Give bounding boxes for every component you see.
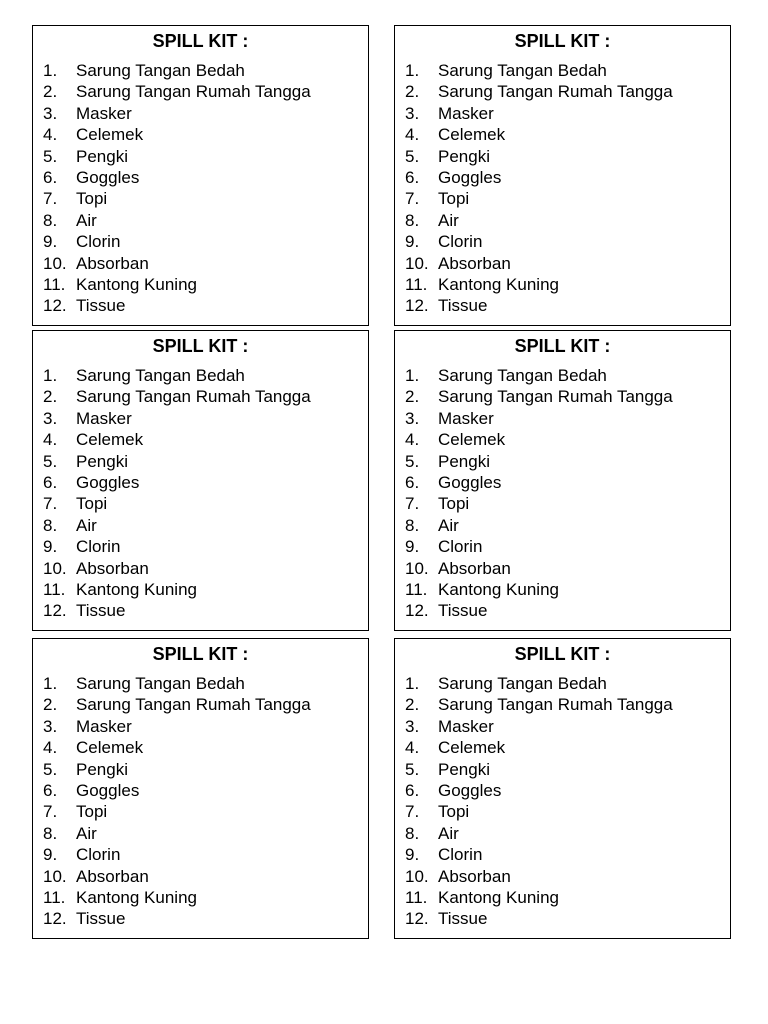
item-number: 7. (43, 494, 58, 514)
item-label: Pengki (438, 451, 490, 471)
card-title: SPILL KIT : (152, 644, 249, 664)
item-label: Air (76, 823, 97, 843)
list-item (395, 124, 730, 145)
list-item (33, 866, 368, 887)
list-item (395, 823, 730, 844)
item-number: 11. (43, 887, 66, 907)
item-label: Sarung Tangan Rumah Tangga (438, 82, 673, 102)
list-item (33, 558, 368, 579)
item-label: Clorin (438, 232, 483, 252)
item-number: 2. (405, 82, 420, 102)
item-label: Kantong Kuning (438, 579, 559, 599)
item-label: Sarung Tangan Rumah Tangga (76, 82, 311, 102)
item-number: 7. (405, 802, 420, 822)
item-number: 10. (43, 866, 67, 886)
item-label: Air (76, 515, 97, 535)
item-label: Celemek (76, 738, 144, 758)
item-label: Goggles (438, 167, 502, 187)
list-item (33, 887, 368, 908)
item-number: 5. (43, 146, 58, 166)
spill-kit-card (32, 638, 369, 939)
item-number: 4. (405, 125, 420, 145)
spill-kit-card (32, 330, 369, 631)
list-item (33, 536, 368, 557)
list-item (33, 386, 368, 407)
item-label: Goggles (76, 780, 140, 800)
item-number: 4. (43, 738, 58, 758)
item-label: Absorban (76, 253, 149, 273)
item-number: 7. (405, 189, 420, 209)
item-number: 9. (405, 845, 420, 865)
item-number: 5. (405, 759, 420, 779)
item-number: 4. (405, 738, 420, 758)
card-title: SPILL KIT : (152, 31, 249, 51)
item-label: Celemek (76, 125, 144, 145)
list-item (395, 386, 730, 407)
list-item (33, 600, 368, 621)
list-item (395, 694, 730, 715)
item-number: 11. (43, 274, 66, 294)
item-label: Sarung Tangan Rumah Tangga (76, 695, 311, 715)
list-item (33, 188, 368, 209)
item-list (33, 365, 368, 622)
item-number: 3. (405, 408, 420, 428)
list-item (395, 188, 730, 209)
item-number: 8. (405, 823, 420, 843)
list-item (33, 673, 368, 694)
item-label: Pengki (438, 146, 490, 166)
list-item (33, 210, 368, 231)
item-number: 1. (405, 674, 420, 693)
list-item (33, 579, 368, 600)
item-label: Absorban (438, 558, 511, 578)
item-number: 12. (43, 601, 67, 621)
item-label: Kantong Kuning (76, 887, 197, 907)
item-label: Sarung Tangan Bedah (76, 674, 245, 693)
item-number: 6. (405, 167, 420, 187)
list-item (33, 274, 368, 295)
list-item (33, 472, 368, 493)
item-label: Kantong Kuning (76, 579, 197, 599)
item-number: 12. (43, 909, 67, 929)
list-item (33, 780, 368, 801)
item-number: 10. (405, 558, 429, 578)
item-number: 12. (43, 296, 67, 316)
item-number: 8. (405, 210, 420, 230)
spill-kit-card (394, 330, 731, 631)
list-item (33, 801, 368, 822)
item-label: Air (76, 210, 97, 230)
list-item (395, 365, 730, 386)
item-number: 2. (405, 387, 420, 407)
item-label: Sarung Tangan Rumah Tangga (76, 387, 311, 407)
list-item (395, 81, 730, 102)
card-title: SPILL KIT : (514, 336, 611, 356)
item-label: Topi (438, 189, 470, 209)
item-label: Pengki (438, 759, 490, 779)
item-label: Absorban (438, 866, 511, 886)
item-label: Absorban (76, 866, 149, 886)
list-item (395, 759, 730, 780)
list-item (395, 866, 730, 887)
card-title: SPILL KIT : (514, 644, 611, 664)
list-item (33, 124, 368, 145)
item-list (33, 60, 368, 317)
item-number: 11. (405, 579, 428, 599)
list-item (33, 365, 368, 386)
list-item (395, 231, 730, 252)
item-number: 6. (405, 780, 420, 800)
item-number: 9. (43, 537, 58, 557)
item-number: 1. (405, 61, 420, 80)
list-item (33, 694, 368, 715)
list-item (395, 493, 730, 514)
item-label: Tissue (438, 909, 488, 929)
item-number: 2. (405, 695, 420, 715)
item-number: 5. (43, 451, 58, 471)
list-item (395, 515, 730, 536)
item-number: 4. (43, 125, 58, 145)
item-label: Absorban (76, 558, 149, 578)
item-label: Clorin (438, 537, 483, 557)
list-item (395, 167, 730, 188)
item-label: Kantong Kuning (76, 274, 197, 294)
list-item (395, 451, 730, 472)
list-item (33, 408, 368, 429)
list-item (395, 844, 730, 865)
list-item (33, 253, 368, 274)
item-label: Celemek (438, 430, 506, 450)
list-item (395, 253, 730, 274)
list-item (395, 210, 730, 231)
item-label: Pengki (76, 451, 128, 471)
item-number: 8. (43, 515, 58, 535)
item-number: 10. (43, 558, 67, 578)
list-item (395, 408, 730, 429)
item-label: Tissue (76, 909, 126, 929)
item-list (395, 365, 730, 622)
list-item (33, 515, 368, 536)
list-item (395, 887, 730, 908)
item-label: Tissue (76, 296, 126, 316)
item-label: Kantong Kuning (438, 887, 559, 907)
list-item (33, 716, 368, 737)
item-label: Absorban (438, 253, 511, 273)
list-item (395, 146, 730, 167)
item-label: Sarung Tangan Rumah Tangga (438, 387, 673, 407)
list-item (33, 60, 368, 81)
item-label: Tissue (438, 296, 488, 316)
item-label: Sarung Tangan Bedah (438, 674, 607, 693)
item-label: Goggles (76, 167, 140, 187)
list-item (33, 146, 368, 167)
item-number: 2. (43, 387, 58, 407)
list-item (395, 429, 730, 450)
list-item (33, 908, 368, 929)
list-item (395, 274, 730, 295)
item-number: 3. (43, 103, 58, 123)
item-label: Topi (76, 189, 108, 209)
item-label: Tissue (76, 601, 126, 621)
item-number: 11. (405, 887, 428, 907)
item-number: 6. (43, 167, 58, 187)
item-number: 12. (405, 909, 429, 929)
item-number: 6. (405, 472, 420, 492)
item-label: Tissue (438, 601, 488, 621)
item-label: Air (438, 515, 459, 535)
item-number: 12. (405, 296, 429, 316)
list-item (395, 801, 730, 822)
item-number: 3. (43, 408, 58, 428)
item-label: Clorin (76, 845, 121, 865)
item-number: 1. (405, 366, 420, 385)
item-label: Celemek (438, 125, 506, 145)
list-item (33, 844, 368, 865)
list-item (33, 737, 368, 758)
list-item (395, 673, 730, 694)
list-item (395, 536, 730, 557)
item-label: Topi (76, 494, 108, 514)
item-label: Masker (76, 716, 132, 736)
list-item (395, 295, 730, 316)
item-number: 9. (43, 232, 58, 252)
item-number: 10. (405, 253, 429, 273)
item-label: Sarung Tangan Bedah (76, 61, 245, 80)
list-item (33, 167, 368, 188)
item-number: 10. (43, 253, 67, 273)
item-number: 5. (405, 146, 420, 166)
item-label: Air (438, 823, 459, 843)
item-label: Topi (438, 802, 470, 822)
item-label: Goggles (438, 780, 502, 800)
item-label: Sarung Tangan Bedah (76, 366, 245, 385)
spill-kit-card (394, 638, 731, 939)
list-item (395, 716, 730, 737)
item-label: Clorin (76, 232, 121, 252)
item-number: 6. (43, 472, 58, 492)
item-label: Sarung Tangan Bedah (438, 366, 607, 385)
list-item (33, 231, 368, 252)
item-number: 5. (405, 451, 420, 471)
item-number: 7. (405, 494, 420, 514)
item-number: 9. (405, 232, 420, 252)
item-label: Masker (438, 103, 494, 123)
list-item (395, 737, 730, 758)
card-title: SPILL KIT : (514, 31, 611, 51)
item-number: 7. (43, 189, 58, 209)
list-item (395, 60, 730, 81)
item-number: 4. (405, 430, 420, 450)
spill-kit-card (32, 25, 369, 326)
item-label: Pengki (76, 759, 128, 779)
item-label: Topi (438, 494, 470, 514)
list-item (33, 81, 368, 102)
list-item (33, 823, 368, 844)
item-number: 3. (405, 103, 420, 123)
list-item (395, 600, 730, 621)
item-number: 12. (405, 601, 429, 621)
list-item (395, 780, 730, 801)
list-item (395, 103, 730, 124)
item-number: 8. (43, 210, 58, 230)
item-number: 3. (405, 716, 420, 736)
list-item (395, 558, 730, 579)
item-number: 7. (43, 802, 58, 822)
item-number: 9. (405, 537, 420, 557)
list-item (395, 908, 730, 929)
item-number: 1. (43, 366, 58, 385)
item-number: 4. (43, 430, 58, 450)
item-number: 5. (43, 759, 58, 779)
item-label: Goggles (438, 472, 502, 492)
item-number: 8. (43, 823, 58, 843)
list-item (33, 493, 368, 514)
list-item (33, 759, 368, 780)
item-label: Pengki (76, 146, 128, 166)
item-number: 6. (43, 780, 58, 800)
item-number: 3. (43, 716, 58, 736)
item-number: 1. (43, 61, 58, 80)
list-item (33, 103, 368, 124)
item-label: Kantong Kuning (438, 274, 559, 294)
list-item (33, 451, 368, 472)
item-label: Clorin (438, 845, 483, 865)
item-label: Topi (76, 802, 108, 822)
list-item (395, 579, 730, 600)
item-list (395, 60, 730, 317)
item-number: 8. (405, 515, 420, 535)
item-label: Masker (76, 408, 132, 428)
item-label: Goggles (76, 472, 140, 492)
list-item (33, 429, 368, 450)
item-label: Masker (438, 716, 494, 736)
item-label: Air (438, 210, 459, 230)
item-label: Sarung Tangan Bedah (438, 61, 607, 80)
spill-kit-card (394, 25, 731, 326)
item-number: 10. (405, 866, 429, 886)
item-number: 11. (405, 274, 428, 294)
item-label: Celemek (438, 738, 506, 758)
item-number: 1. (43, 674, 58, 693)
item-label: Masker (438, 408, 494, 428)
item-number: 11. (43, 579, 66, 599)
item-number: 2. (43, 695, 58, 715)
item-list (395, 673, 730, 930)
item-number: 2. (43, 82, 58, 102)
item-label: Sarung Tangan Rumah Tangga (438, 695, 673, 715)
item-list (33, 673, 368, 930)
item-label: Clorin (76, 537, 121, 557)
list-item (395, 472, 730, 493)
card-title: SPILL KIT : (152, 336, 249, 356)
item-label: Masker (76, 103, 132, 123)
item-label: Celemek (76, 430, 144, 450)
item-number: 9. (43, 845, 58, 865)
list-item (33, 295, 368, 316)
